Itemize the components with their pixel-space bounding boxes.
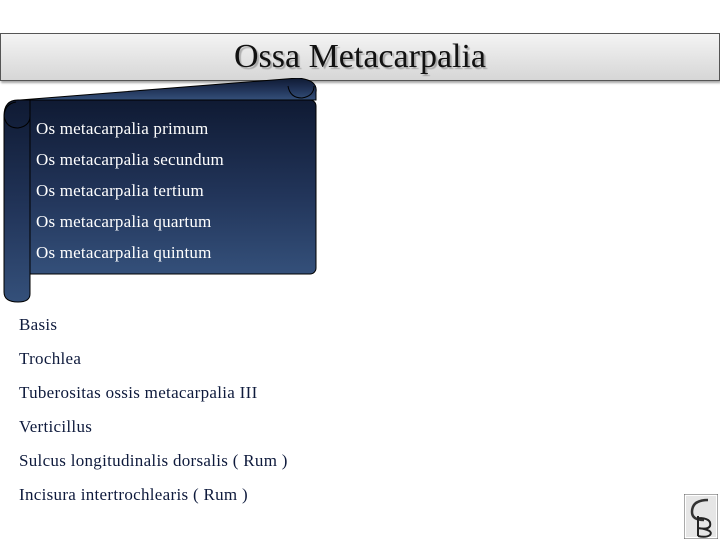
- list-item: Os metacarpalia primum: [36, 119, 209, 138]
- cb-monogram-icon: [684, 494, 718, 539]
- list-item: Os metacarpalia tertium: [36, 181, 204, 200]
- list-item: Tuberositas ossis metacarpalia III: [19, 383, 258, 402]
- metacarpal-bone-list: [36, 113, 224, 268]
- list-item: Os metacarpalia secundum: [36, 150, 224, 169]
- anatomical-feature-list: [19, 308, 288, 512]
- list-item: Os metacarpalia quintum: [36, 243, 212, 262]
- title-banner: [0, 33, 720, 81]
- list-item: Sulcus longitudinalis dorsalis ( Rum ): [19, 451, 288, 470]
- list-item: Trochlea: [19, 349, 82, 368]
- list-item: Basis: [19, 315, 58, 334]
- list-item: Os metacarpalia quartum: [36, 212, 212, 231]
- list-item: Verticillus: [19, 417, 93, 436]
- list-item: Incisura intertrochlearis ( Rum ): [19, 485, 248, 504]
- slide-title: Ossa Metacarpalia: [233, 38, 487, 75]
